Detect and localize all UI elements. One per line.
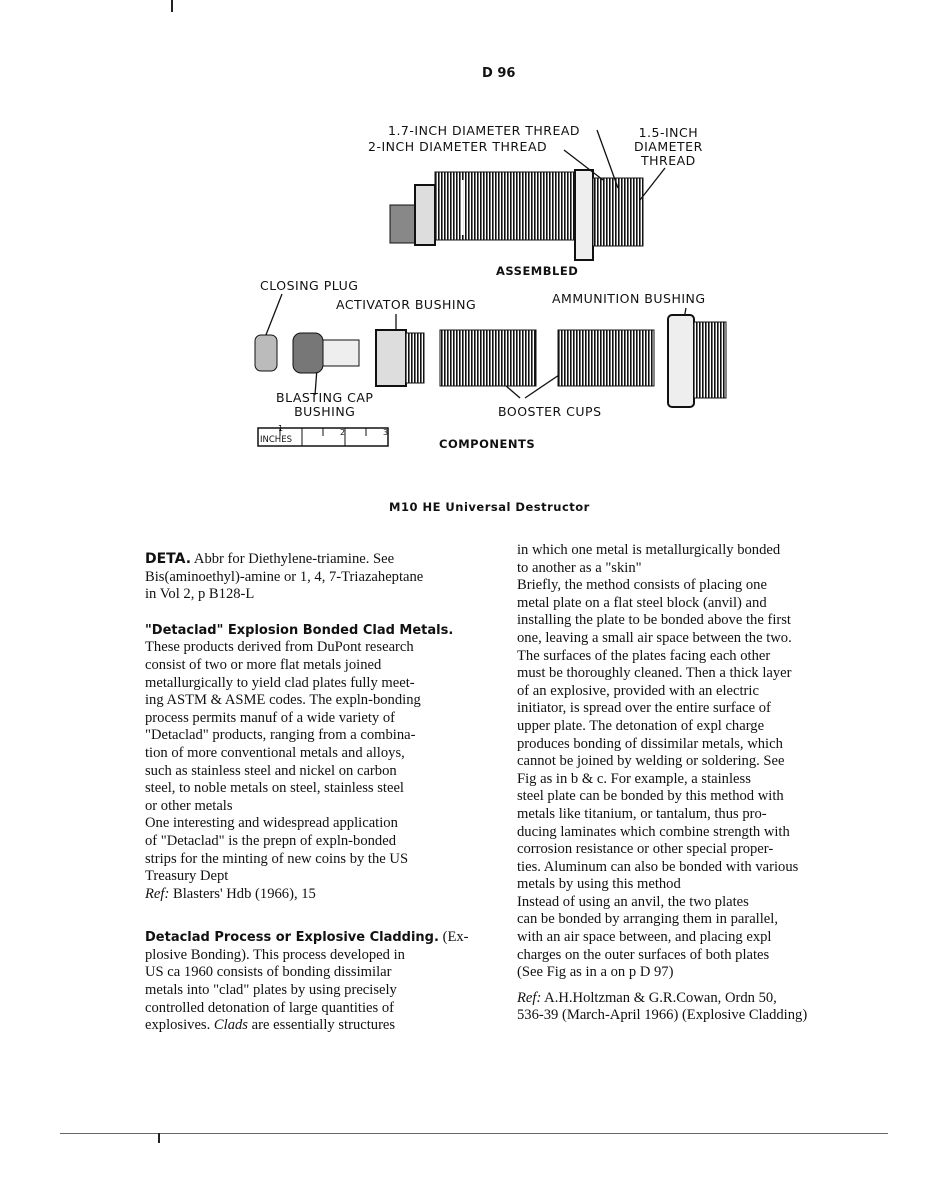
booster-cup-part — [440, 330, 536, 386]
ref-label: Ref: — [517, 989, 542, 1006]
bottom-rule — [60, 1133, 888, 1134]
closing-plug-part — [255, 335, 277, 371]
ammunition-bushing-part — [668, 315, 726, 407]
process-clads: Clads — [213, 1017, 248, 1034]
label-ammunition-bushing: AMMUNITION BUSHING — [552, 291, 706, 306]
right-ref — [517, 990, 852, 1025]
heading-detaclad-process: Detaclad Process or Explosive Cladding. — [145, 930, 439, 946]
label-1-5-inch-thread: 1.5-INCH DIAMETER THREAD — [634, 125, 703, 168]
right-column — [517, 542, 852, 1025]
left-column — [145, 551, 475, 1035]
label-closing-plug: CLOSING PLUG — [260, 278, 359, 293]
right-para-1: in which one metal is metallurgically bonded to another as a "skin" — [517, 542, 781, 576]
ref-text: Blasters' Hdb (1966), 15 — [169, 885, 316, 902]
detaclad-text-2: One interesting and widespread application of "Detaclad" is the prepn of expln-bonded strips for the minting of new coins by the US Treasury Dept — [145, 815, 409, 885]
entry-deta — [145, 551, 475, 604]
label-booster-cups: BOOSTER CUPS — [498, 404, 602, 419]
ref-label: Ref: — [145, 885, 170, 902]
scan-mark-bottom — [158, 1133, 160, 1143]
scale-unit: INCHES — [260, 435, 292, 445]
label-assembled: ASSEMBLED — [496, 264, 579, 278]
entry-detaclad-process — [145, 929, 475, 1035]
label-activator-bushing: ACTIVATOR BUSHING — [336, 297, 477, 312]
deta-text: Abbr for Diethylene-triamine. See Bis(aminoethyl)-amine or 1, 4, 7-Triazaheptane in Vol 2, p B128-L — [145, 551, 424, 603]
term-deta: DETA. — [145, 551, 192, 567]
figure — [0, 0, 933, 520]
label-2-inch-thread: 2-INCH DIAMETER THREAD — [368, 139, 548, 154]
scale-tick-1: 1 — [278, 424, 284, 433]
ref-text: A.H.Holtzman & G.R.Cowan, Ordn 50, 536-39 (March-April 1966) (Explosive Cladding) — [517, 989, 808, 1024]
figure-caption: M10 HE Universal Destructor — [389, 500, 590, 514]
detaclad-ref — [145, 886, 475, 904]
label-blasting-cap-bushing: BLASTING CAP BUSHING — [276, 390, 374, 419]
page-number: D 96 — [482, 66, 516, 81]
process-text-a: (Ex- plosive Bonding). This process developed in US ca 1960 consists of bonding dissimilar metals into "clad" plates by using precisely controlled detonation of large quantities of explosives. — [145, 929, 469, 1034]
label-1-7-inch-thread: 1.7-INCH DIAMETER THREAD — [388, 123, 581, 138]
label-components: COMPONENTS — [439, 437, 536, 451]
right-para-3: Instead of using an anvil, the two plates can be bonded by arranging them in parallel, with an air space between, and placing expl charges on the outer surfaces of both plates (See Fig as in a on p D 97) — [517, 893, 778, 981]
scale-tick-3: 3 — [383, 428, 389, 437]
right-para-2: Briefly, the method consists of placing one metal plate on a flat steel block (anvil) and installing the plate to be bonded above the first one, leaving a small air space between the two. The surfaces of the plates facing each other must be thoroughly cleaned. Then a thick layer of an explosive, provided with an electric initiator, is spread over the entire surface of upper plate. The detonation of expl charge produces bonding of dissimilar metals, which cannot be joined by welding or soldering. See Fig as in b & c. For example, a stainless steel plate can be bonded by this method with metals like titanium, or tantalum, thus pro- ducing laminates which combine strength with corrosion resistance or other special proper- ties. Aluminum can also be bonded with various metals by using this method — [517, 577, 799, 893]
heading-detaclad: "Detaclad" Explosion Bonded Clad Metals. — [145, 622, 454, 638]
blasting-cap-bushing-part — [293, 333, 359, 373]
assembled-destructor — [390, 170, 643, 260]
booster-cup-part — [558, 330, 654, 386]
detaclad-text: These products derived from DuPont research consist of two or more flat metals joined metallurgically to yield clad plates fully meet- ing ASTM & ASME codes. The expln-bonding process permits manuf of a wide variety of "Detaclad" products, ranging from a combina- tion of more conventional metals and alloys, such as stainless steel and nickel on carbon steel, to noble metals on steel, stainless steel or other metals — [145, 639, 421, 814]
activator-bushing-part — [376, 330, 424, 386]
scale-tick-2: 2 — [340, 428, 346, 437]
process-text-b: are essentially structures — [247, 1017, 396, 1034]
